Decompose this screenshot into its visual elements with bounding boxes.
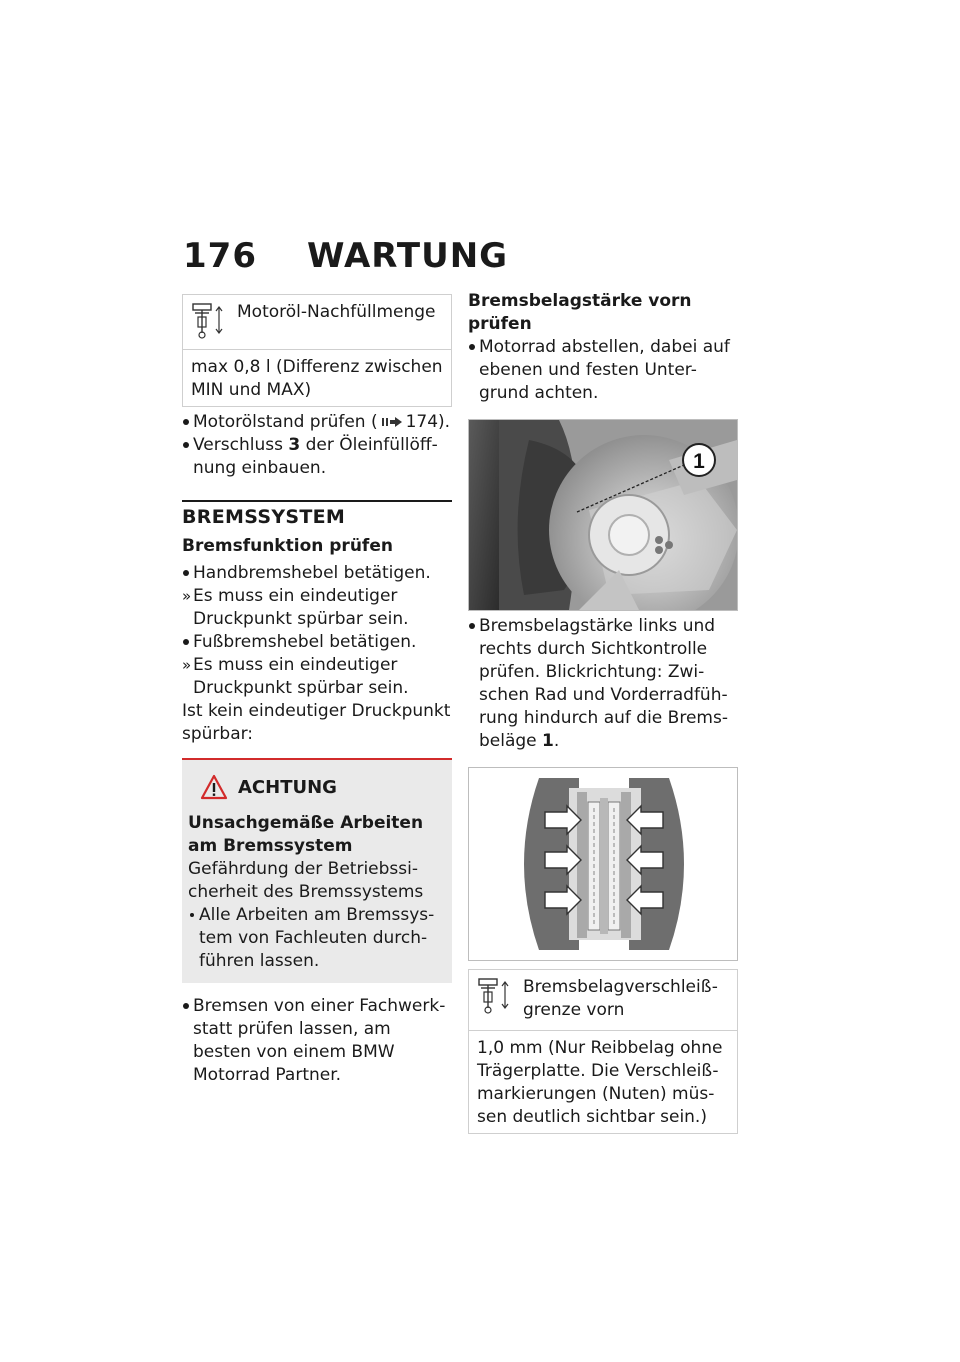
left-column bbox=[182, 294, 452, 1087]
page-number: 176 bbox=[183, 236, 257, 276]
oil-spec-box bbox=[182, 294, 452, 407]
section-title: BREMSSYSTEM bbox=[182, 506, 346, 528]
list-item: Handbremshebel betätigen. bbox=[182, 562, 452, 585]
right-column bbox=[468, 290, 738, 1134]
measure-icon bbox=[189, 301, 225, 341]
arrow-right-icon bbox=[381, 416, 403, 428]
warning-box bbox=[182, 758, 452, 983]
list-item: Bremsen von einer Fachwerk-statt prüfen lassen, am besten von einem BMW Motorrad Partner. bbox=[182, 995, 452, 1087]
chapter-title: WARTUNG bbox=[306, 236, 509, 276]
result-item: » Es muss ein eindeutiger Druckpunkt spürbar sein. bbox=[182, 654, 452, 700]
warning-title: Unsachgemäße Arbeiten am Bremssystem bbox=[188, 813, 424, 856]
brake-caliper-photo bbox=[468, 419, 738, 611]
brake-caliper-image bbox=[469, 420, 737, 610]
pad-steps-1 bbox=[468, 336, 738, 405]
brake-pad-drawing bbox=[468, 767, 738, 961]
warning-label: ACHTUNG bbox=[238, 776, 337, 798]
subsection-title: Bremsbelagstärke vorn prüfen bbox=[468, 291, 692, 334]
oil-spec-title: Motoröl-Nachfüllmenge bbox=[237, 302, 436, 322]
callout-number: 1 bbox=[693, 450, 705, 473]
oil-spec-header bbox=[183, 295, 451, 350]
subsection-title: Bremsfunktion prüfen bbox=[182, 536, 393, 556]
oil-steps bbox=[182, 411, 452, 480]
pad-spec-header bbox=[469, 970, 737, 1031]
warning-consequence: Gefährdung der Betriebssi-cherheit des Bremssystems bbox=[188, 859, 424, 902]
final-steps bbox=[182, 995, 452, 1087]
section-divider bbox=[182, 500, 452, 502]
page-reference[interactable]: 174 bbox=[405, 412, 439, 432]
measure-icon bbox=[475, 976, 511, 1016]
list-item: Motorrad abstellen, dabei auf ebenen und festen Unter-grund achten. bbox=[468, 336, 738, 405]
condition-text: Ist kein eindeutiger Druckpunkt spürbar: bbox=[182, 701, 451, 744]
warning-actions bbox=[188, 904, 444, 973]
list-item: Motorölstand prüfen ( 174). bbox=[182, 411, 452, 434]
warning-header bbox=[200, 774, 444, 800]
pad-spec-box bbox=[468, 969, 738, 1134]
brake-pad-image bbox=[469, 768, 737, 960]
oil-spec-value: max 0,8 l (Differenz zwischen MIN und MAX) bbox=[191, 357, 443, 400]
list-item: Fußbremshebel betätigen. bbox=[182, 631, 452, 654]
list-item: Verschluss 3 der Öleinfüllöff-nung einbauen. bbox=[182, 434, 452, 480]
result-item: » Es muss ein eindeutiger Druckpunkt spürbar sein. bbox=[182, 585, 452, 631]
pad-spec-title: Bremsbelagverschleiß-grenze vorn bbox=[523, 977, 718, 1020]
list-item: Bremsbelagstärke links und rechts durch Sichtkontrolle prüfen. Blickrichtung: Zwi-schen Rad und Vorderradfüh-rung hindurch auf die Brems-beläge 1. bbox=[468, 615, 738, 753]
warning-triangle-icon bbox=[200, 774, 228, 800]
page-header bbox=[183, 236, 508, 276]
pad-spec-value: 1,0 mm (Nur Reibbelag ohne Trägerplatte. Die Verschleiß-markierungen (Nuten) müs-sen deutlich sichtbar sein.) bbox=[477, 1038, 723, 1127]
list-item: Alle Arbeiten am Bremssys-tem von Fachleuten durch-führen lassen. bbox=[188, 904, 444, 973]
pad-steps-2 bbox=[468, 615, 738, 753]
brake-steps bbox=[182, 562, 452, 700]
